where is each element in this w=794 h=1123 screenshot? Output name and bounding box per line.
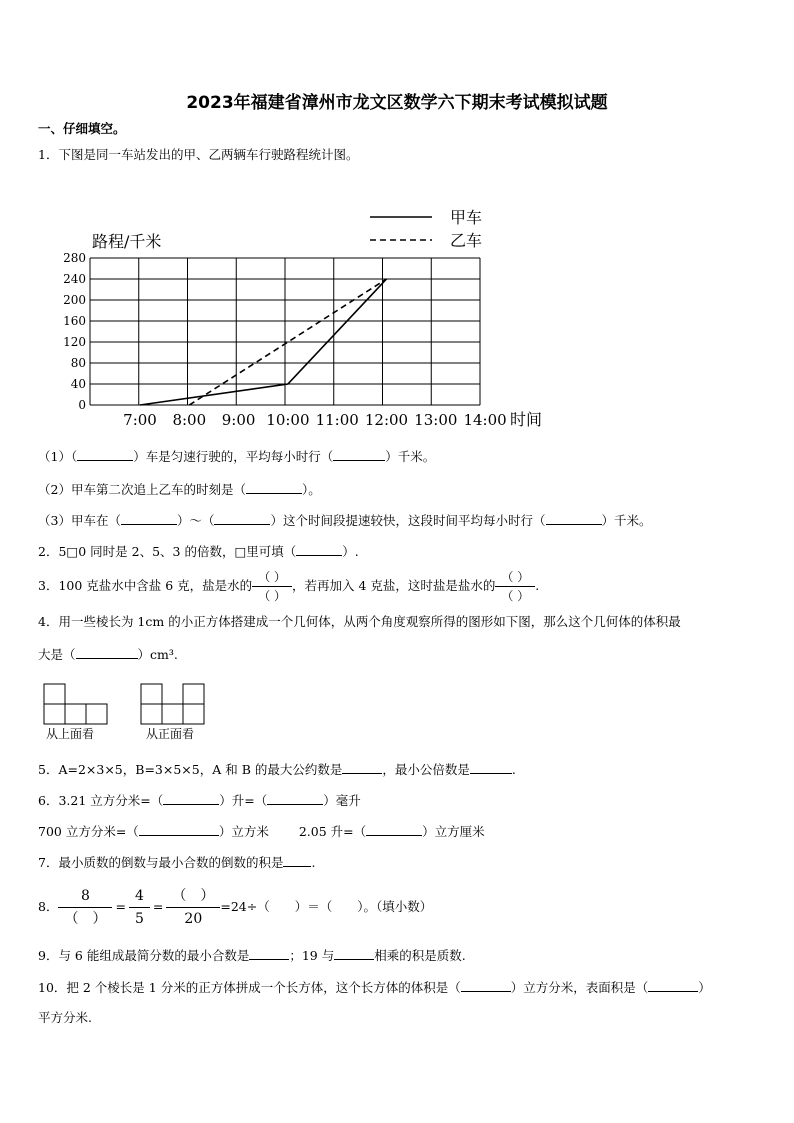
q1-stem: 1．下图是同一车站发出的甲、乙两辆车行驶路程统计图。 <box>38 147 359 162</box>
q5: 5．A=2×3×5，B=3×5×5，A 和 B 的最大公约数是 ，最小公倍数是 . <box>38 762 516 777</box>
distance-time-chart <box>50 195 560 440</box>
y-tick-label: 240 <box>63 272 86 286</box>
x-tick-label: 14:00 <box>463 411 507 429</box>
q10-line1: 10．把 2 个棱长是 1 分米的正方体拼成一个长方体，这个长方体的体积是（ ）立方分米，表面积是（ ） <box>38 980 711 995</box>
x-tick-label: 13:00 <box>414 411 458 429</box>
x-tick-label: 11:00 <box>315 411 359 429</box>
q1-part2: （2）甲车第二次追上乙车的时刻是（ ）。 <box>38 482 321 497</box>
q1-part1: （1）（ ）车是匀速行驶的，平均每小时行（ ）千米。 <box>38 449 436 464</box>
chart-grid <box>90 258 480 405</box>
legend-label: 甲车 <box>450 208 483 227</box>
y-tick-label: 200 <box>63 293 86 307</box>
x-tick-label: 8:00 <box>172 411 207 429</box>
q8-fraction-1: $\frac{8}{( )}$ <box>58 885 112 930</box>
chart-legend <box>370 208 482 250</box>
q7: 7．最小质数的倒数与最小合数的倒数的积是 . <box>38 855 316 870</box>
q8-fraction-3: $\frac{( )}{20}$ <box>166 885 220 930</box>
q6-line1: 6．3.21 立方分米=（ ）升=（ ）毫升 <box>38 793 361 808</box>
q3-fraction-1: $\frac{( )}{( )}$ <box>252 568 292 605</box>
y-tick-label: 280 <box>63 251 86 265</box>
y-axis-label: 路程/千米 <box>92 232 162 251</box>
q10-line2: 平方分米. <box>38 1010 92 1025</box>
q8-fraction-2: $\frac{4}{5}$ <box>129 885 150 930</box>
page-title: 2023年福建省漳州市龙文区数学六下期末考试模拟试题 <box>186 93 608 113</box>
q9: 9．与 6 能组成最简分数的最小合数是 ；19 与 相乘的积是质数. <box>38 948 466 963</box>
view-front-label: 从正面看 <box>146 727 195 741</box>
q8: 8． $\frac{8}{( )}$ = $\frac{4}{5}$ = $\frac{( )}{20}$ =24÷（ ）＝（ ）。（填小数） <box>38 883 432 931</box>
q2: 2．5□0 同时是 2、5、3 的倍数，□里可填（ ）. <box>38 544 359 559</box>
x-tick-label: 12:00 <box>364 411 409 429</box>
x-tick-label: 10:00 <box>266 411 310 429</box>
x-axis-label: 时间 <box>510 410 543 429</box>
y-tick-label: 160 <box>63 314 86 328</box>
q4-line1: 4．用一些棱长为 1cm 的小正方体搭建成一个几何体，从两个角度观察所得的图形如下图，那么这个几何体的体积最 <box>38 614 681 629</box>
view-top-label: 从上面看 <box>46 727 95 741</box>
y-tick-labels <box>63 251 86 412</box>
q3: 3．100 克盐水中含盐 6 克，盐是水的 $\frac{( )}{( )}$ ，若再加入 4 克盐，这时盐是盐水的 $\frac{( )}{( )}$ . <box>38 569 540 603</box>
y-tick-label: 0 <box>78 398 86 412</box>
q4-line2: 大是（ ）cm³. <box>38 647 178 662</box>
section-heading: 一、仔细填空。 <box>38 121 126 136</box>
legend-label: 乙车 <box>450 231 483 250</box>
x-tick-label: 7:00 <box>123 411 157 429</box>
y-tick-label: 120 <box>63 335 86 349</box>
x-tick-labels <box>123 411 507 429</box>
y-tick-label: 80 <box>70 356 86 370</box>
y-tick-label: 40 <box>70 377 86 391</box>
q6-line2: 700 立方分米=（ ）立方米 2.05 升=（ ）立方厘米 <box>38 824 485 839</box>
q3-fraction-2: $\frac{( )}{( )}$ <box>495 568 535 605</box>
x-tick-label: 9:00 <box>221 411 256 429</box>
q1-part3: （3）甲车在（ ）～（ ）这个时间段提速较快，这段时间平均每小时行（ ）千米。 <box>38 513 652 528</box>
